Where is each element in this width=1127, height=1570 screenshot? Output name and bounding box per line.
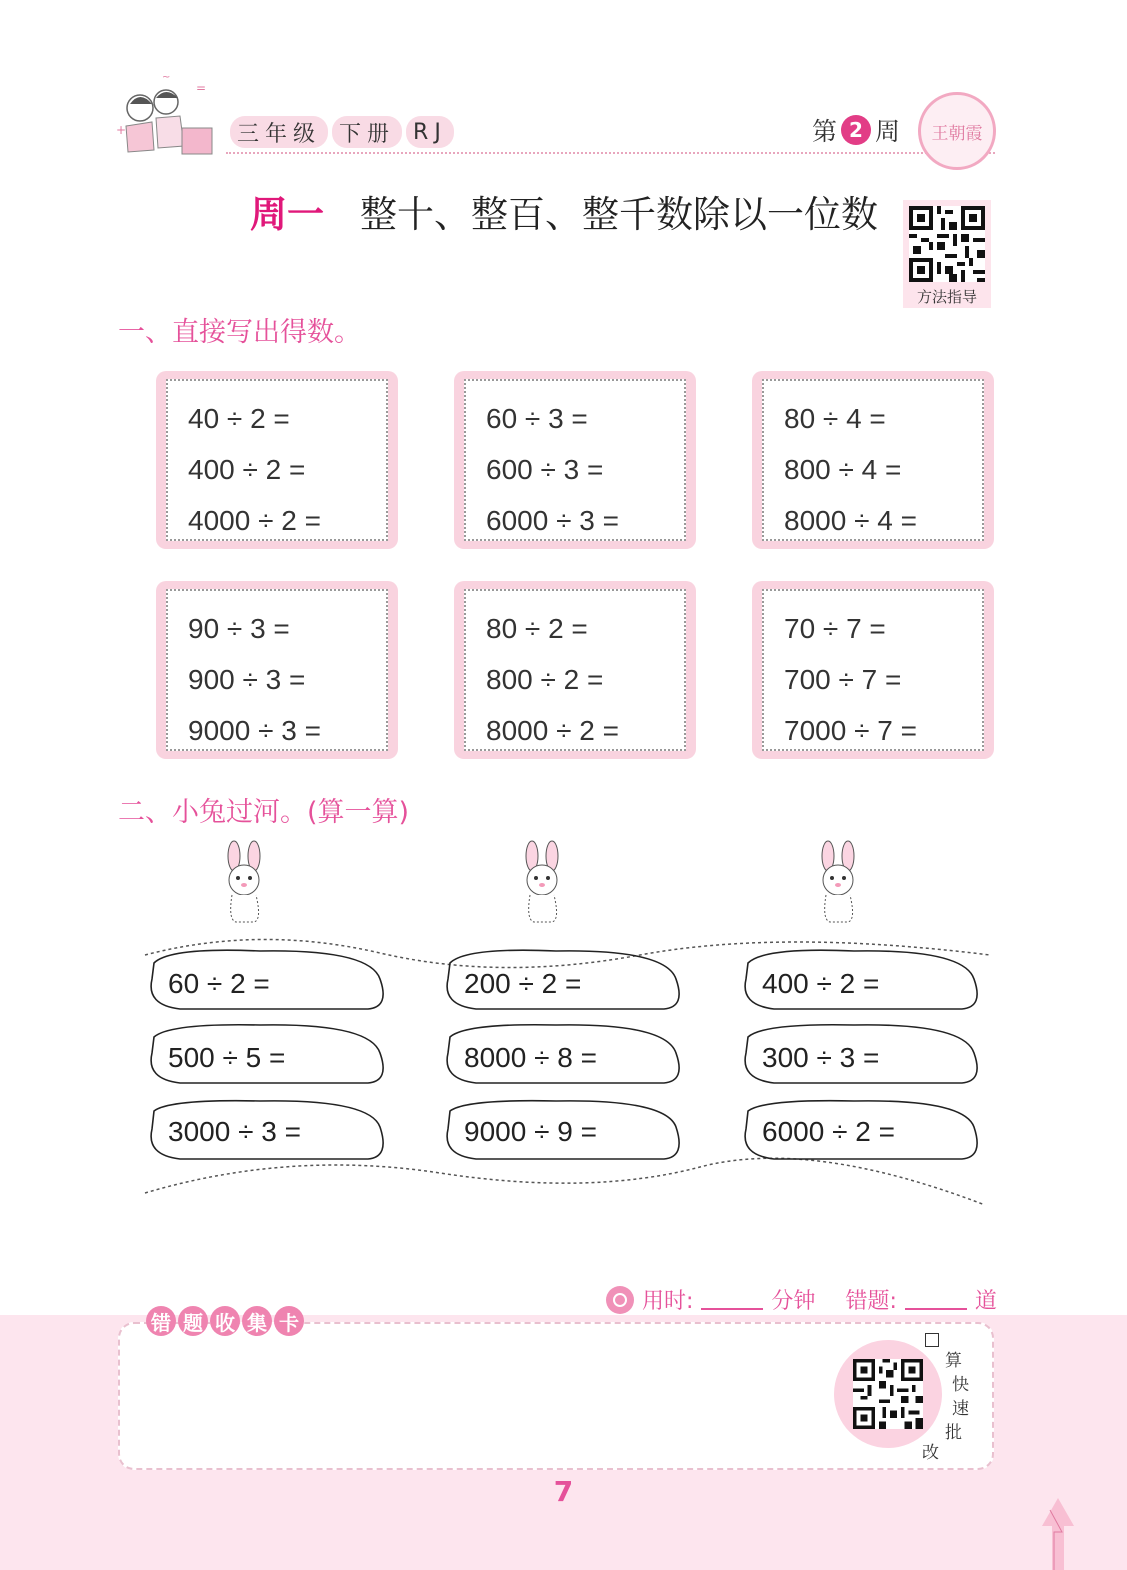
qr-code-icon <box>909 206 985 282</box>
rabbit-icon <box>514 840 570 924</box>
river-bank-top <box>145 939 990 967</box>
header-divider <box>226 152 995 154</box>
errors-blank[interactable] <box>905 1290 967 1310</box>
problem: 80 ÷ 4 = <box>784 403 886 434</box>
svg-text:+: + <box>116 123 127 137</box>
tag-char: 收 <box>210 1306 240 1336</box>
tag-char: 卡 <box>274 1306 304 1336</box>
rabbit-icon <box>216 840 272 924</box>
stone-problem: 8000 ÷ 8 = <box>464 1042 597 1073</box>
problem: 8000 ÷ 2 = <box>486 715 619 746</box>
problem-group <box>156 371 398 549</box>
title-topic: 整十、整百、整千数除以一位数 <box>360 193 878 236</box>
kids-illustration-icon <box>112 72 222 160</box>
stone-problem: 300 ÷ 3 = <box>762 1042 880 1073</box>
stone-problem: 60 ÷ 2 = <box>168 968 270 999</box>
quick-grade-qr[interactable] <box>834 1340 942 1448</box>
tag-char: 错 <box>146 1306 176 1336</box>
problem: 40 ÷ 2 = <box>188 403 290 434</box>
card-tag <box>146 1306 304 1336</box>
river-bank-bottom <box>145 1158 985 1205</box>
checkbox-icon <box>925 1333 939 1347</box>
stone-problem: 200 ÷ 2 = <box>464 968 582 999</box>
problem: 800 ÷ 2 = <box>486 664 604 695</box>
problem: 700 ÷ 7 = <box>784 664 902 695</box>
stone-problem: 9000 ÷ 9 = <box>464 1116 597 1147</box>
problem-group <box>752 581 994 759</box>
qr-code-icon <box>853 1359 923 1429</box>
clock-icon <box>606 1286 634 1314</box>
brand-name: 王朝霞 <box>931 123 983 144</box>
qr-side-char: 改 <box>922 1443 939 1463</box>
problem: 400 ÷ 2 = <box>188 454 306 485</box>
problem: 7000 ÷ 7 = <box>784 715 917 746</box>
arrow-up-icon <box>1040 1498 1076 1570</box>
time-label: 用时: <box>642 1289 694 1314</box>
section1-heading: 一、直接写出得数。 <box>118 317 361 348</box>
problem: 70 ÷ 7 = <box>784 613 886 644</box>
section2-heading: 二、小兔过河。(算一算) <box>118 797 410 828</box>
problem: 900 ÷ 3 = <box>188 664 306 695</box>
problem: 9000 ÷ 3 = <box>188 715 321 746</box>
qr-side-char: 速 <box>952 1399 969 1419</box>
problem-group <box>454 581 696 759</box>
problem: 60 ÷ 3 = <box>486 403 588 434</box>
tag-char: 集 <box>242 1306 272 1336</box>
week-label <box>812 112 900 148</box>
errors-unit: 道 <box>974 1289 997 1314</box>
tag-char: 题 <box>178 1306 208 1336</box>
time-unit: 分钟 <box>771 1289 816 1314</box>
problem-group <box>752 371 994 549</box>
stone-problem: 400 ÷ 2 = <box>762 968 880 999</box>
problem: 80 ÷ 2 = <box>486 613 588 644</box>
stone-problem: 500 ÷ 5 = <box>168 1042 286 1073</box>
problem: 600 ÷ 3 = <box>486 454 604 485</box>
qr-caption: 方法指导 <box>916 288 977 306</box>
volume-chip: 下册 <box>332 116 402 148</box>
qr-side-char: 批 <box>945 1423 962 1443</box>
method-guide-qr[interactable] <box>903 200 991 308</box>
time-blank[interactable] <box>701 1290 763 1310</box>
problem: 8000 ÷ 4 = <box>784 505 917 536</box>
svg-text:~: ~ <box>162 72 171 83</box>
rabbit-icon <box>810 840 866 924</box>
title-day: 周一 <box>250 193 324 236</box>
problem-group <box>454 371 696 549</box>
brand-logo <box>918 92 996 170</box>
problem: 6000 ÷ 3 = <box>486 505 619 536</box>
page-title <box>250 184 878 238</box>
problem: 90 ÷ 3 = <box>188 613 290 644</box>
page-number: 7 <box>553 1475 574 1508</box>
problem: 800 ÷ 4 = <box>784 454 902 485</box>
qr-side-char: 算 <box>945 1351 962 1371</box>
grade-chip: 三年级 <box>230 116 328 148</box>
qr-side-char: 快 <box>952 1375 969 1395</box>
time-and-errors <box>606 1284 997 1315</box>
stone-problem: 3000 ÷ 3 = <box>168 1116 301 1147</box>
week-suffix: 周 <box>875 117 901 146</box>
week-number-badge: 2 <box>841 115 871 145</box>
edition-chip: RJ <box>406 116 454 148</box>
problem: 4000 ÷ 2 = <box>188 505 321 536</box>
errors-label: 错题: <box>845 1289 897 1314</box>
svg-text:=: = <box>196 81 207 95</box>
problem-group <box>156 581 398 759</box>
grade-info <box>230 116 454 148</box>
week-prefix: 第 <box>812 117 838 146</box>
stone-problem: 6000 ÷ 2 = <box>762 1116 895 1147</box>
